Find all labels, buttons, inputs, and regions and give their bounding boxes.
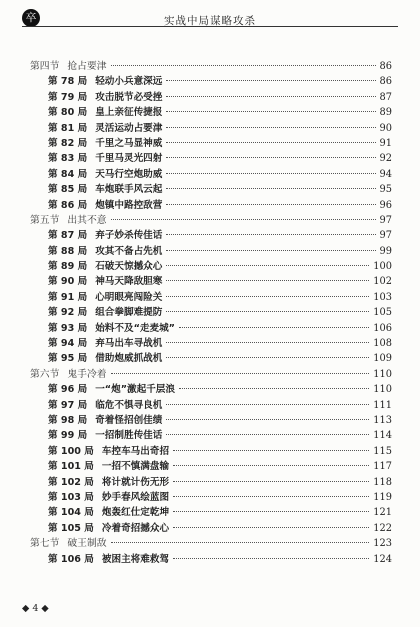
toc-page-number: 103 [373,291,392,303]
game-number: 第 88 局 [48,245,88,257]
dot-leader [166,265,369,266]
dot-leader [166,434,369,435]
dot-leader [111,219,376,220]
dot-leader [179,388,369,389]
toc-entry-row [30,273,392,288]
section-label: 第七节 [30,538,60,550]
game-title: 一“炮”激起千层浪 [95,384,175,396]
toc-entry-row [30,166,392,181]
game-number: 第 82 局 [48,137,88,149]
toc-entry-row [30,412,392,427]
dot-leader [166,188,375,189]
game-number: 第 101 局 [48,461,94,473]
toc-entry-row [30,397,392,412]
game-number: 第 106 局 [48,553,94,565]
game-number: 第 84 局 [48,168,88,180]
toc-page-number: 87 [379,91,392,103]
dot-leader [166,173,375,174]
section-title: 破王制敌 [67,538,107,550]
toc-page-number: 95 [379,184,392,196]
game-title: 灵活运动占要津 [95,122,163,134]
toc-entry-row [30,304,392,319]
dot-leader [173,511,369,512]
game-number: 第 85 局 [48,184,88,196]
toc-entry-row [30,135,392,150]
dot-leader [166,311,369,312]
game-title: 临危不惧寻良机 [95,399,163,411]
game-title: 千里之马显神威 [95,137,163,149]
dot-leader [173,527,369,528]
game-number: 第 78 局 [48,76,88,88]
game-number: 第 79 局 [48,91,88,103]
toc-entry-row [30,89,392,104]
game-number: 第 99 局 [48,430,88,442]
toc-section-row [30,366,392,381]
toc-page-number: 114 [373,430,392,442]
game-title: 炮镇中路控敌营 [95,199,163,211]
chess-piece-logo: 卒 [22,9,40,27]
game-title: 炮轰红仕定乾坤 [101,507,170,519]
dot-leader [179,327,369,328]
dot-leader [166,127,375,128]
toc-entry-row [30,504,392,519]
dot-leader [166,342,369,343]
dot-leader [111,373,370,374]
toc-page-number: 92 [379,153,392,165]
dot-leader [166,280,369,281]
toc-entry-row [30,381,392,396]
toc-section-row [30,212,392,227]
toc-page-number: 105 [373,307,392,319]
game-title: 车控车马出奇招 [101,445,170,457]
game-number: 第 81 局 [48,122,88,134]
game-number: 第 87 局 [48,230,88,242]
dot-leader [166,296,369,297]
toc-entry-row [30,227,392,242]
toc-page-number: 113 [373,414,392,426]
dot-leader [111,65,376,66]
toc-entry-row [30,104,392,119]
section-label: 第五节 [30,214,60,226]
game-title: 天马行空炮助威 [95,168,163,180]
game-title: 一招制胜传佳话 [95,430,163,442]
game-title: 始料不及“走麦城” [95,322,175,334]
game-number: 第 92 局 [48,307,88,319]
toc-page-number: 115 [373,445,392,457]
dot-leader [166,204,375,205]
toc-entry-row [30,427,392,442]
toc-entry-row [30,289,392,304]
game-title: 轻动小兵意深远 [95,76,163,88]
toc-page-number: 89 [379,107,392,119]
game-title: 奇着怪招创佳绩 [95,414,163,426]
dot-leader [173,465,369,466]
game-number: 第 90 局 [48,276,88,288]
toc-entry-row [30,335,392,350]
header-rule [22,26,398,27]
toc-page-number: 117 [373,461,392,473]
toc-page-number: 123 [373,538,392,550]
dot-leader [166,234,375,235]
game-number: 第 86 局 [48,199,88,211]
game-title: 一招不慎满盘输 [101,461,170,473]
section-title: 鬼手冷着 [67,368,107,380]
game-number: 第 96 局 [48,384,88,396]
game-number: 第 103 局 [48,491,94,503]
game-number: 第 91 局 [48,291,88,303]
section-title: 抢占要津 [67,61,107,72]
game-title: 车炮联手风云起 [95,184,163,196]
section-label: 第六节 [30,368,60,380]
game-title: 心明眼亮闯险关 [95,291,163,303]
game-number: 第 94 局 [48,338,88,350]
toc-entry-row [30,551,392,566]
toc-page-number: 118 [373,476,392,488]
dot-leader [166,96,375,97]
game-title: 冷着奇招撼众心 [101,522,170,534]
section-label: 第四节 [30,61,60,72]
dot-leader [166,419,369,420]
toc-page-number: 97 [379,230,392,242]
toc-page-number: 99 [379,245,392,257]
toc-entry-row [30,197,392,212]
toc-entry-row [30,458,392,473]
game-title: 弃子妙杀传佳话 [95,230,163,242]
toc-page-number: 124 [373,553,392,565]
toc-page-number: 91 [379,137,392,149]
running-title: 实战中局谋略攻杀 [164,15,256,27]
dot-leader [166,250,375,251]
game-title: 将计就计伤无形 [101,476,170,488]
dot-leader [111,542,370,543]
game-number: 第 105 局 [48,522,94,534]
table-of-contents [30,58,392,566]
toc-page-number: 111 [373,399,392,411]
toc-entry-row [30,258,392,273]
dot-leader [166,157,375,158]
dot-leader [166,404,369,405]
section-title: 出其不意 [67,214,107,226]
game-number: 第 98 局 [48,414,88,426]
toc-entry-row [30,120,392,135]
game-number: 第 83 局 [48,153,88,165]
game-title: 弃马出车寻战机 [95,338,163,350]
game-title: 组合拳脚难提防 [95,307,163,319]
toc-page-number: 86 [379,76,392,88]
game-title: 妙手春风绘蓝图 [101,491,170,503]
toc-entry-row [30,489,392,504]
game-title: 被困主将难救驾 [101,553,170,565]
game-title: 借助炮威抓战机 [95,353,163,365]
toc-section-row [30,535,392,550]
toc-entry-row [30,520,392,535]
toc-entry-row [30,350,392,365]
toc-entry-row [30,73,392,88]
toc-entry-row [30,474,392,489]
toc-entry-row [30,320,392,335]
dot-leader [173,496,369,497]
toc-page-number: 97 [379,214,392,226]
page-header [22,6,398,36]
toc-page-number: 102 [373,276,392,288]
toc-page-number: 119 [373,491,392,503]
toc-page-number: 94 [379,168,392,180]
game-number: 第 89 局 [48,261,88,273]
toc-page-number: 96 [379,199,392,211]
game-title: 攻击脱节必受挫 [95,91,163,103]
toc-page-number: 108 [373,338,392,350]
game-number: 第 93 局 [48,322,88,334]
game-number: 第 104 局 [48,507,94,519]
toc-page-number: 110 [373,368,392,380]
game-number: 第 100 局 [48,445,94,457]
dot-leader [166,357,369,358]
toc-page-number: 122 [373,522,392,534]
game-number: 第 95 局 [48,353,88,365]
game-number: 第 97 局 [48,399,88,411]
page-number: ◆ 4 ◆ [22,603,49,614]
toc-entry-row [30,181,392,196]
game-title: 皇上亲征传捷报 [95,107,163,119]
toc-page-number: 86 [379,61,392,72]
dot-leader [173,558,369,559]
game-number: 第 80 局 [48,107,88,119]
dot-leader [173,481,369,482]
toc-page-number: 90 [379,122,392,134]
dot-leader [166,142,375,143]
toc-entry-row [30,243,392,258]
toc-section-row [30,58,392,73]
toc-page-number: 106 [373,322,392,334]
toc-page-number: 109 [373,353,392,365]
game-title: 千里马灵光四射 [95,153,163,165]
toc-page-number: 121 [373,507,392,519]
game-number: 第 102 局 [48,476,94,488]
game-title: 攻其不备占先机 [95,245,163,257]
game-title: 神马天降敌胆寒 [95,276,163,288]
toc-entry-row [30,150,392,165]
toc-page-number: 110 [373,384,392,396]
dot-leader [173,450,369,451]
dot-leader [166,111,375,112]
game-title: 石破天惊撼众心 [95,261,163,273]
toc-entry-row [30,443,392,458]
toc-page-number: 100 [373,261,392,273]
dot-leader [166,80,375,81]
